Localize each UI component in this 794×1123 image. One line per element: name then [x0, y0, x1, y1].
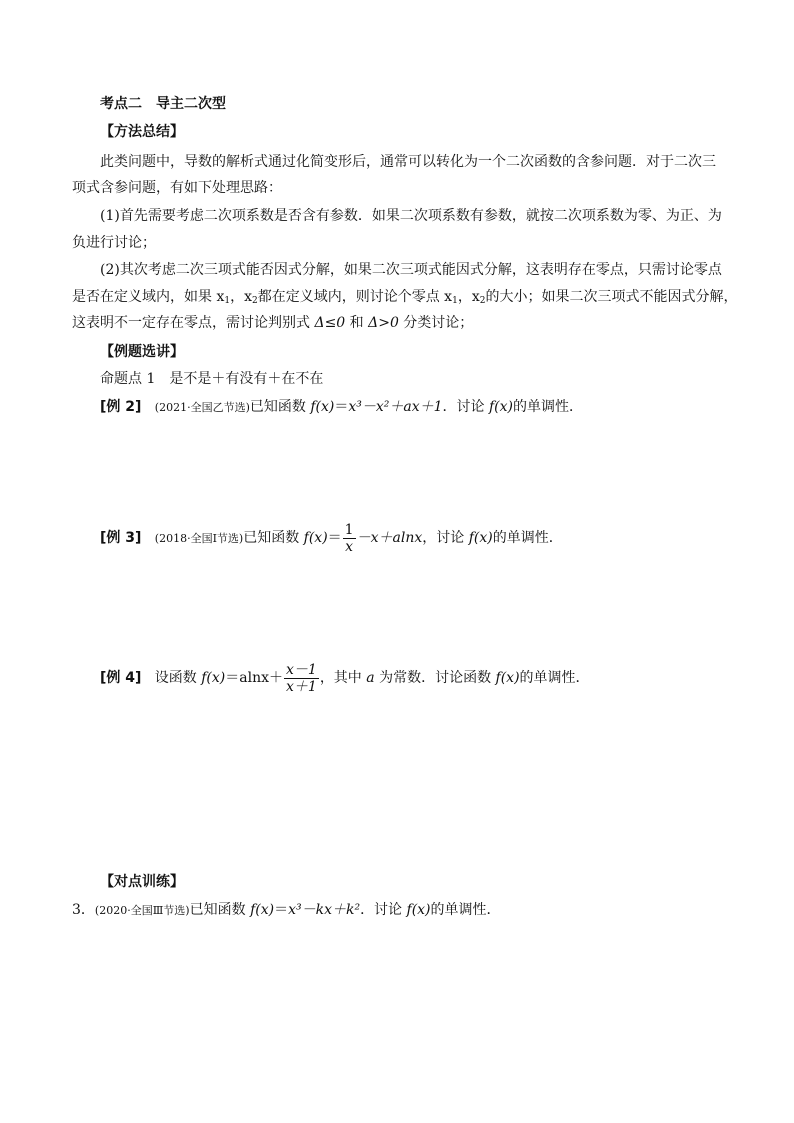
training-header: 【对点训练】 — [100, 874, 184, 890]
topic1: 命题点 1 是不是＋有没有＋在不在 — [100, 371, 324, 387]
para1-line2: 项式含参问题，有如下处理思路： — [72, 180, 282, 196]
question-3: 3．(2020·全国Ⅲ节选)已知函数 f(x)＝x³－kx＋k²．讨论 f(x)的单调性． — [72, 902, 501, 918]
example-3: [例 3] (2018·全国Ⅰ节选)已知函数 f(x)＝ $\frac{1}{x}$ －x＋alnx，讨论 f(x)的单调性． — [100, 521, 563, 555]
examples-header: 【例题选讲】 — [100, 344, 184, 360]
section-title: 考点二 导主二次型 — [100, 96, 226, 112]
para2-line1: (1)首先需要考虑二次项系数是否含有参数．如果二次项系数有参数，就按二次项系数为零、为正、为 — [100, 208, 722, 224]
example-4: [例 4] 设函数 f(x)＝alnx＋ $\frac{x-1}{x+1}$ ，其中 a 为常数．讨论函数 f(x)的单调性． — [100, 661, 590, 695]
para3-line1: (2)其次考虑二次三项式能否因式分解，如果二次三项式能因式分解，这表明存在零点，只需讨论零点 — [100, 262, 722, 278]
fraction-x-minus-1-over-x-plus-1: $\frac{x-1}{x+1}$ — [286, 661, 317, 695]
example-2: [例 2] (2021·全国乙节选)已知函数 f(x)＝x³－x²＋ax＋1．讨论 f(x)的单调性． — [100, 399, 583, 415]
para3-line3: 这表明不一定存在零点，需讨论判别式 Δ≤0 和 Δ>0 分类讨论； — [72, 315, 474, 331]
para2-line2: 负进行讨论； — [72, 235, 156, 251]
method-header: 【方法总结】 — [100, 124, 184, 140]
para3-line2: 是否在定义域内，如果 $x_1$，$x_2$都在定义域内，则讨论个零点 $x_1$，$x_2$的大小；如果二次三项式不能因式分解， — [72, 289, 738, 306]
fraction-1-over-x: $\frac{1}{x}$ — [344, 521, 354, 555]
para1-line1: 此类问题中，导数的解析式通过化简变形后，通常可以转化为一个二次函数的含参问题．对于二次三 — [100, 154, 716, 170]
